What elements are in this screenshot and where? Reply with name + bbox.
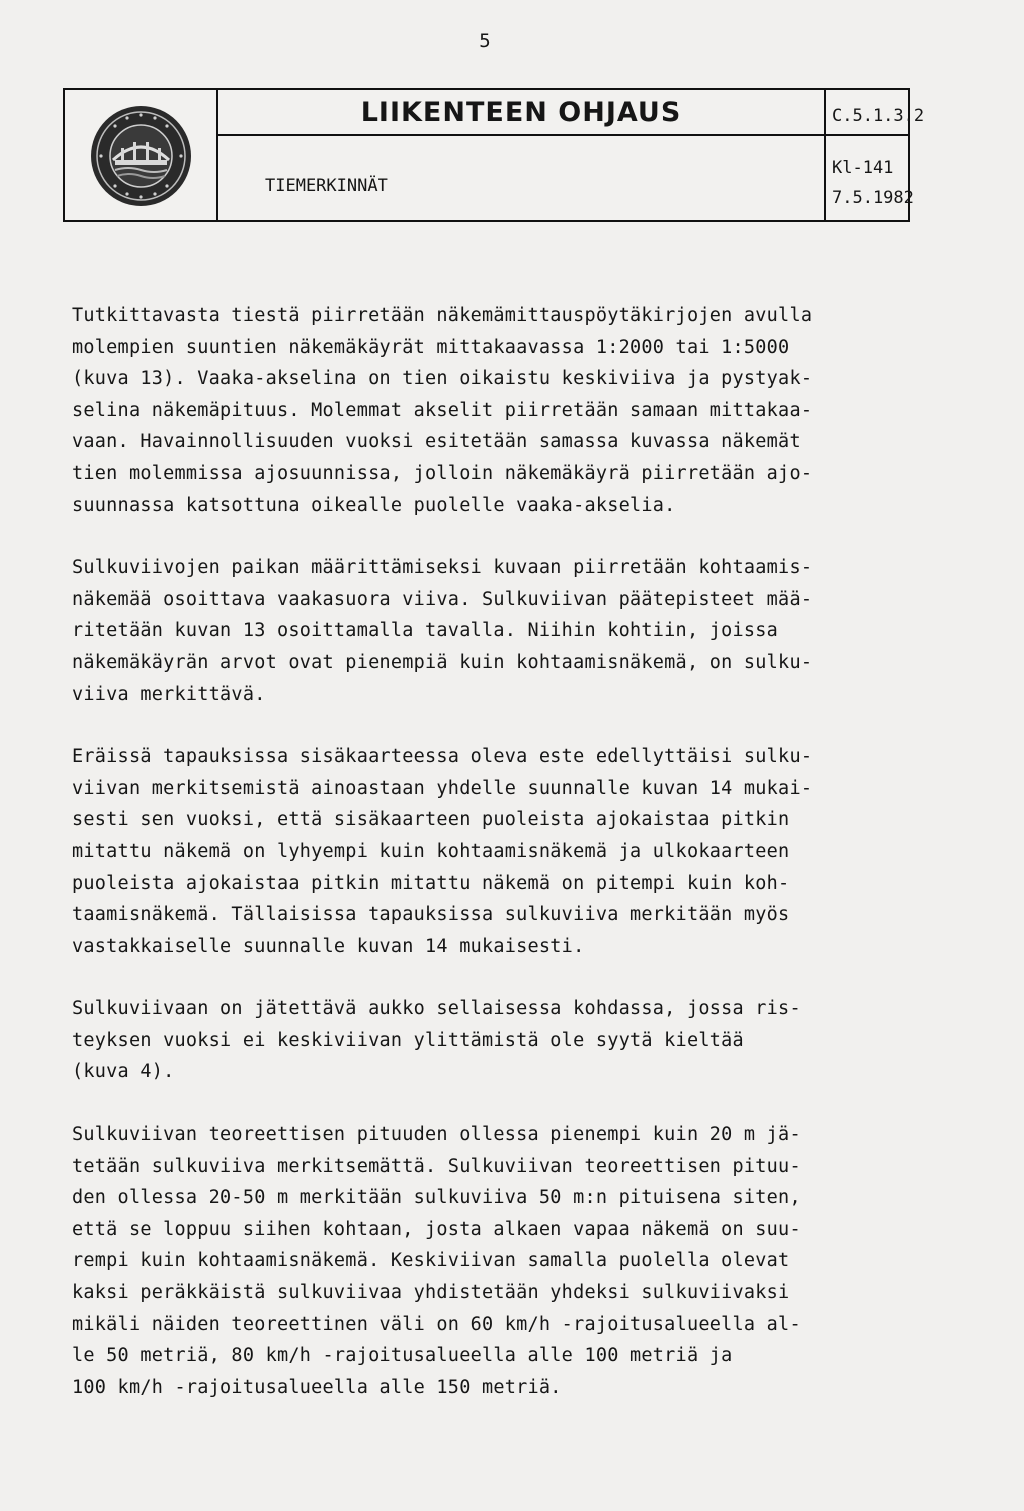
text-line: vastakkaiselle suunnalle kuvan 14 mukaisesti. (72, 935, 585, 957)
document-date: 7.5.1982 (832, 188, 914, 208)
text-line: viiva merkittävä. (72, 683, 266, 705)
text-line: Sulkuviivan teoreettisen pituuden ollessa pienempi kuin 20 m jä- (72, 1124, 801, 1146)
text-line: vaan. Havainnollisuuden vuoksi esitetään samassa kuvassa näkemät (72, 431, 801, 453)
text-line: (kuva 4). (72, 1061, 175, 1083)
text-line: Eräissä tapauksissa sisäkaarteessa oleva este edellyttäisi sulku- (72, 746, 813, 768)
paragraph (72, 300, 922, 521)
document-ref: Kl-141 (832, 158, 894, 178)
text-line: 100 km/h -rajoitusalueella alle 150 metriä. (72, 1376, 562, 1398)
header-subtitle: TIEMERKINNÄT (265, 176, 388, 196)
circular-seal-icon (89, 104, 193, 208)
text-line: että se loppuu siihen kohtaan, josta alkaen vapaa näkemä on suu- (72, 1218, 801, 1240)
text-line: Tutkittavasta tiestä piirretään näkemämittauspöytäkirjojen avulla (72, 305, 813, 326)
text-line: tien molemmissa ajosuunnissa, jolloin näkemäkäyrä piirretään ajo- (72, 462, 813, 484)
text-line: Sulkuviivojen paikan määrittämiseksi kuvaan piirretään kohtaamis- (72, 557, 813, 579)
text-line: mikäli näiden teoreettinen väli on 60 km/h -rajoitusalueella al- (72, 1313, 801, 1335)
text-line: tetään sulkuviiva merkitsemättä. Sulkuviivan teoreettisen pituu- (72, 1155, 801, 1177)
header-title: LIIKENTEEN OHJAUS (218, 90, 824, 136)
header-meta (824, 90, 925, 220)
text-line: näkemäkäyrän arvot ovat pienempiä kuin kohtaamisnäkemä, on sulku- (72, 651, 813, 673)
text-line: suunnassa katsottuna oikealle puolelle vaaka-akselia. (72, 494, 676, 516)
text-line: taamisnäkemä. Tällaisissa tapauksissa sulkuviiva merkitään myös (72, 904, 790, 926)
text-line: le 50 metriä, 80 km/h -rajoitusalueella alle 100 metriä ja (72, 1345, 733, 1367)
text-line: kaksi peräkkäistä sulkuviivaa yhdistetään yhdeksi sulkuviivaksi (72, 1282, 790, 1304)
paragraph (72, 741, 922, 962)
text-line: mitattu näkemä on lyhyempi kuin kohtaamisnäkemä ja ulkokaarteen (72, 840, 790, 862)
text-line: selina näkemäpituus. Molemmat akselit piirretään samaan mittakaa- (72, 399, 813, 421)
text-line: ritetään kuvan 13 osoittamalla tavalla. Niihin kohtiin, joissa (72, 620, 779, 642)
text-line: Sulkuviivaan on jätettävä aukko sellaisessa kohdassa, jossa ris- (72, 998, 801, 1020)
paragraph (72, 552, 922, 710)
paragraph (72, 1119, 922, 1403)
text-line: den ollessa 20-50 m merkitään sulkuviiva 50 m:n pituisena siten, (72, 1187, 801, 1209)
text-line: molempien suuntien näkemäkäyrät mittakaavassa 1:2000 tai 1:5000 (72, 336, 790, 358)
text-line: puoleista ajokaistaa pitkin mitattu näkemä on pitempi kuin koh- (72, 872, 790, 894)
text-line: näkemää osoittava vaakasuora viiva. Sulkuviivan päätepisteet mää- (72, 588, 813, 610)
page-number: 5 (479, 30, 491, 52)
text-line: (kuva 13). Vaaka-akselina on tien oikaistu keskiviiva ja pystyak- (72, 368, 813, 390)
text-line: teyksen vuoksi ei keskiviivan ylittämistä ole syytä kieltää (72, 1029, 744, 1051)
document-code: C.5.1.3.2 (826, 90, 910, 136)
document-header (63, 88, 925, 222)
paragraph (72, 993, 922, 1088)
text-line: rempi kuin kohtaamisnäkemä. Keskiviivan samalla puolella olevat (72, 1250, 790, 1272)
body-text (72, 300, 922, 1434)
text-line: viivan merkitsemistä ainoastaan yhdelle suunnalle kuvan 14 mukai- (72, 777, 813, 799)
text-line: sesti sen vuoksi, että sisäkaarteen puoleista ajokaistaa pitkin (72, 809, 790, 831)
logo-cell (65, 90, 218, 220)
